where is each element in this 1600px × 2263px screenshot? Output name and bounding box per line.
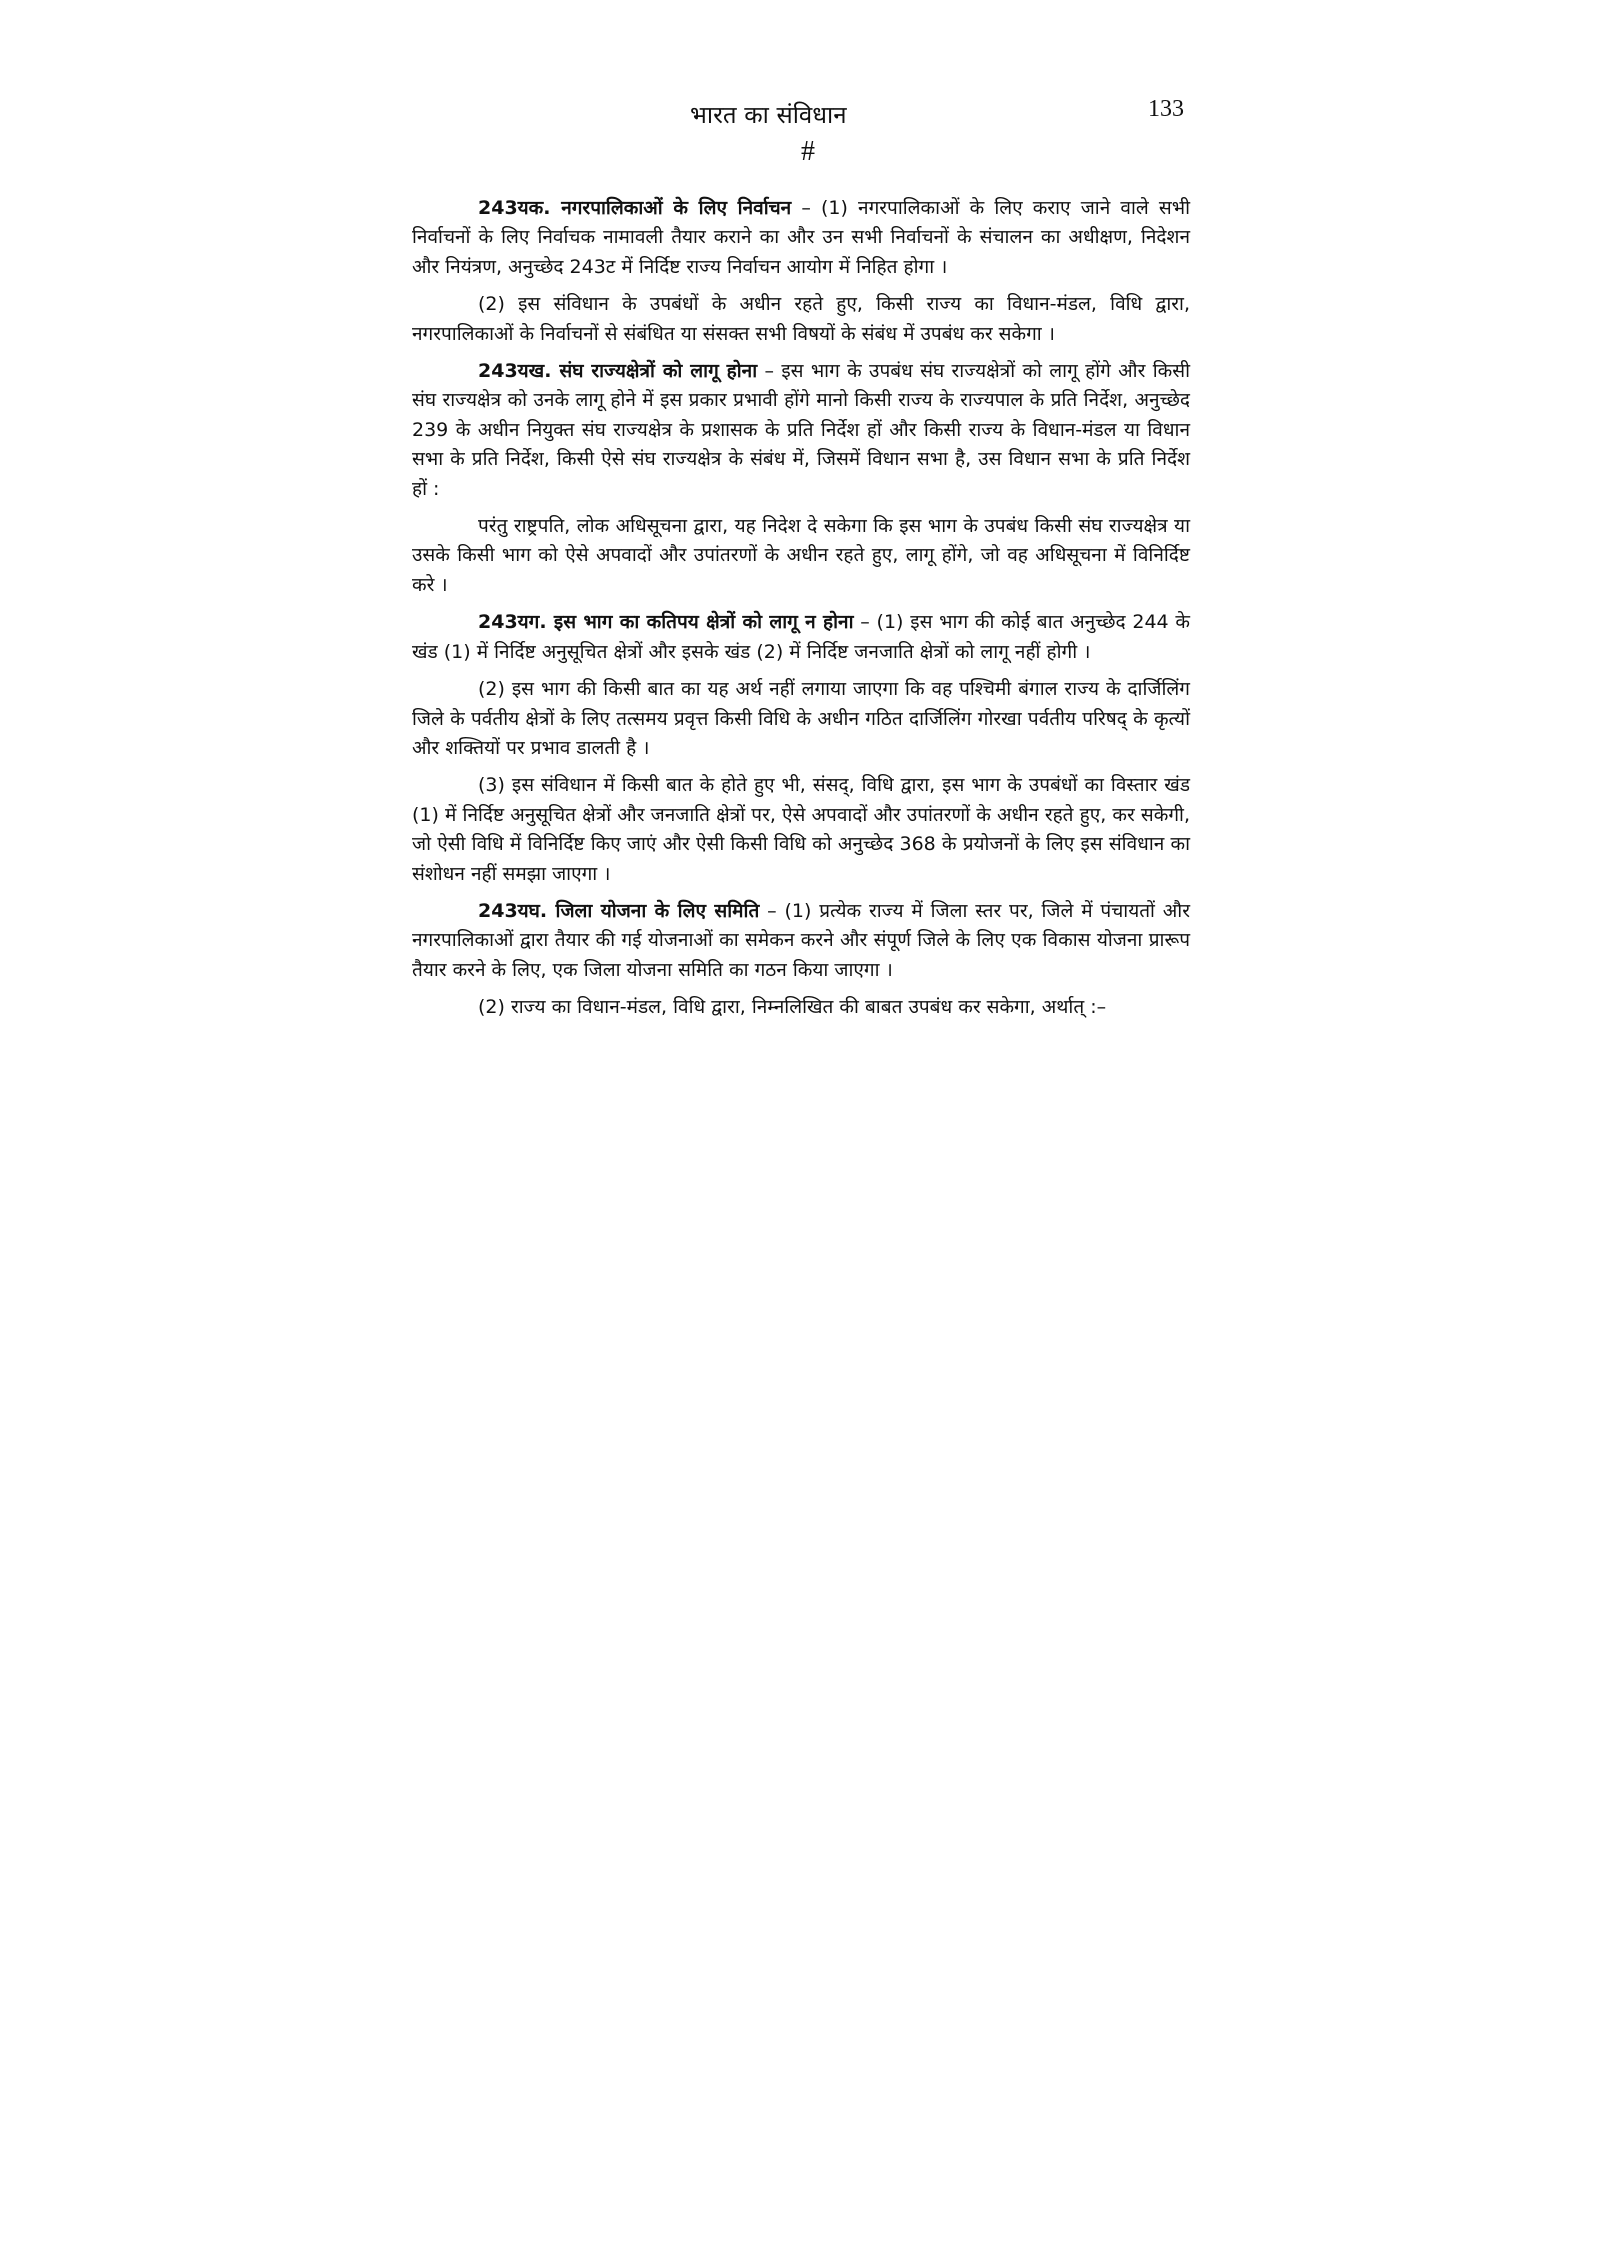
paragraph-243zb: [412, 357, 1190, 504]
section-heading-243zb: 243यख. संघ राज्यक्षेत्रों को लागू होना: [478, 360, 758, 383]
section-heading-243zc: 243यग. इस भाग का कतिपय क्षेत्रों को लागू न होना: [478, 611, 854, 634]
paragraph-243zb-proviso: [412, 512, 1190, 600]
paragraph-243zd-1: [412, 897, 1190, 985]
page-number: 133: [1148, 96, 1184, 122]
document-body: [412, 194, 1190, 1031]
paragraph-243zd-2: [412, 993, 1190, 1022]
section-heading-243za: 243यक. नगरपालिकाओं के लिए निर्वाचन: [478, 197, 792, 219]
paragraph-243zc-1: [412, 608, 1190, 667]
header-mark: #: [801, 136, 815, 167]
paragraph-text: (2) इस संविधान के उपबंधों के अधीन रहते हुए, किसी राज्य का विधान-मंडल, विधि द्वारा, नगरपालिकाओं के निर्वाचनों से संबंधित या संसक्त सभी विषयों के संबंध में उपबंध कर सकेगा ।: [412, 293, 1190, 345]
paragraph-text: (2) राज्य का विधान-मंडल, विधि द्वारा, निम्नलिखित की बाबत उपबंध कर सकेगा, अर्थात् :–: [478, 996, 1107, 1019]
paragraph-text: परंतु राष्ट्रपति, लोक अधिसूचना द्वारा, यह निदेश दे सकेगा कि इस भाग के उपबंध किसी संघ राज्यक्षेत्र या उसके किसी भाग को ऐसे अपवादों और उपांतरणों के अधीन रहते हुए, लागू होंगे, जो वह अधिसूचना में विनिर्दिष्ट करे ।: [412, 515, 1190, 596]
paragraph-243za-2: [412, 290, 1190, 349]
section-heading-243zd: 243यघ. जिला योजना के लिए समिति: [478, 899, 760, 922]
paragraph-text: (2) इस भाग की किसी बात का यह अर्थ नहीं लगाया जाएगा कि वह पश्चिमी बंगाल राज्य के दार्जिलिंग जिले के पर्वतीय क्षेत्रों के लिए तत्समय प्रवृत्त किसी विधि के अधीन गठित दार्जिलिंग गोरखा पर्वतीय परिषद् के कृत्यों और शक्तियों पर प्रभाव डालती है ।: [412, 678, 1190, 759]
paragraph-243za-1: [412, 194, 1190, 282]
paragraph-243zc-3: [412, 771, 1190, 889]
paragraph-text: – (1) प्रत्येक राज्य में जिला स्तर पर, जिले में पंचायतों और नगरपालिकाओं द्वारा तैयार की गई योजनाओं का समेकन करने और संपूर्ण जिले के लिए एक विकास योजना प्रारूप तैयार करने के लिए, एक जिला योजना समिति का गठन किया जाएगा ।: [412, 899, 1191, 981]
paragraph-text: – (1) इस भाग की कोई बात अनुच्छेद 244 के खंड (1) में निर्दिष्ट अनुसूचित क्षेत्रों और इसके खंड (2) में निर्दिष्ट जनजाति क्षेत्रों को लागू नहीं होगी ।: [412, 611, 1190, 663]
paragraph-text: – इस भाग के उपबंध संघ राज्यक्षेत्रों को लागू होंगे और किसी संघ राज्यक्षेत्र को उनके लागू होने में इस प्रकार प्रभावी होंगे मानो किसी राज्य के राज्यपाल के प्रति निर्देश, अनुच्छेद 239 के अधीन नियुक्त संघ राज्यक्षेत्र के प्रशासक के प्रति निर्देश हों और किसी राज्य के विधान-मंडल या विधान सभा के प्रति निर्देश, किसी ऐसे संघ राज्यक्षेत्र के संबंध में, जिसमें विधान सभा है, उस विधान सभा के प्रति निर्देश हों :: [412, 360, 1190, 500]
paragraph-text: – (1) नगरपालिकाओं के लिए कराए जाने वाले सभी निर्वाचनों के लिए निर्वाचक नामावली तैयार कराने का और उन सभी निर्वाचनों के संचालन का अधीक्षण, निदेशन और नियंत्रण, अनुच्छेद 243ट में निर्दिष्ट राज्य निर्वाचन आयोग में निहित होगा ।: [412, 197, 1191, 278]
page-header-title: भारत का संविधान: [690, 101, 847, 129]
paragraph-text: (3) इस संविधान में किसी बात के होते हुए भी, संसद्, विधि द्वारा, इस भाग के उपबंधों का विस्तार खंड (1) में निर्दिष्ट अनुसूचित क्षेत्रों और जनजाति क्षेत्रों पर, ऐसे अपवादों और उपांतरणों के अधीन रहते हुए, कर सकेगी, जो ऐसी विधि में विनिर्दिष्ट किए जाएं और ऐसी किसी विधि को अनुच्छेद 368 के प्रयोजनों के लिए इस संविधान का संशोधन नहीं समझा जाएगा ।: [412, 774, 1190, 885]
paragraph-243zc-2: [412, 675, 1190, 763]
